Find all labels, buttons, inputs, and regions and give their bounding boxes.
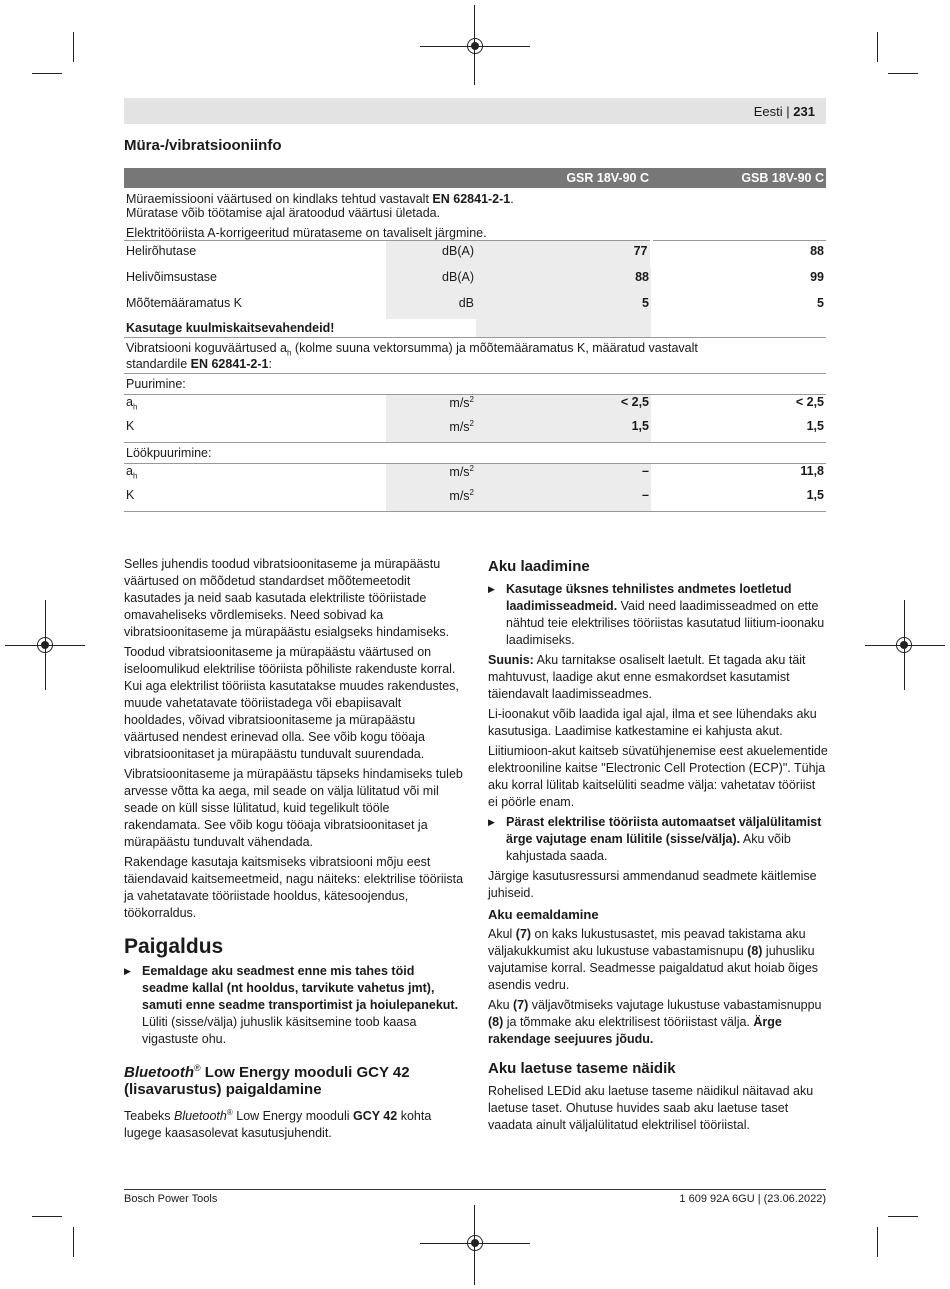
page-header — [754, 104, 815, 119]
row-value-gsr: – — [476, 488, 651, 512]
intro-text: Müraemissiooni väärtused on kindlaks tehtud vastavalt — [126, 192, 433, 206]
table-row — [124, 319, 826, 338]
crop-mark — [73, 1227, 74, 1257]
crop-mark — [877, 1227, 878, 1257]
paragraph: Järgige kasutusressursi ammendanud seadmete käitlemise juhiseid. — [488, 869, 817, 900]
paragraph: Selles juhendis toodud vibratsioonitaseme ja mürapäästu väärtused on mõõdetud standardset mõõtemeetodit kasutades ja neid saab kasutada elektriliste tööriistade omavaheliseks võrdlemiseks. Need sobivad ka vibratsioonitaseme ja mürapäästu esialgseks hindamiseks. — [124, 557, 450, 639]
row-value-gsb: 88 — [651, 241, 826, 267]
header-separator: | — [786, 104, 790, 119]
intro-text: Elektritööriista A-korrigeeritud mürataseme on tavaliselt järgmine. — [124, 220, 826, 241]
vibration-intro: : — [268, 357, 272, 371]
row-value-gsr: 1,5 — [476, 419, 651, 443]
vibration-intro: Vibratsiooni koguväärtused a — [126, 340, 287, 355]
paragraph: Vibratsioonitaseme ja mürapäästu täpseks hindamiseks tuleb arvesse võtta ka aega, mil seade on välja lülitatud või mil seade on küll sisse lülitatud, kuid tegelikult tööle rakendamata. See võib kogu tööaja vibratsioonitaset ja mürapäästu tunduvalt vähendada. — [124, 767, 463, 849]
crop-mark — [888, 73, 918, 74]
paragraph: Rakendage kasutaja kaitsmiseks vibratsiooni mõju eest täiendavaid kaitsemeetmeid, nagu näiteks: elektrilise tööriista ja vahetatavate tööriistade hooldus, kätesoojendus, töökorraldus. — [124, 855, 464, 920]
paragraph: Rohelised LEDid aku laetuse taseme näidikul näitavad aku laetuse taset. Ohutuse huvides saab aku laetuse taset vaadata ainult väljalülitatud elektrilisel tööriistal. — [488, 1084, 814, 1132]
paragraph: Suunis: Aku tarnitakse osaliselt laetult. Et tagada aku täit mahtuvust, laadige akut enne esmakordset kasutamist täiendavalt laadimisseadmes. — [488, 653, 806, 701]
noise-vibration-table — [124, 168, 826, 512]
table-row — [124, 419, 826, 443]
safety-bullet: ▶ Pärast elektrilise tööriista automaatset väljalülitamist ärge vajutage enam lülitile (sisse/välja). Aku võib kahjustada saada. — [488, 814, 828, 865]
right-column — [488, 554, 828, 1137]
table-row — [124, 488, 826, 512]
registration-target-icon — [467, 38, 483, 54]
row-value-gsr: < 2,5 — [476, 395, 651, 419]
footer-brand: Bosch Power Tools — [124, 1193, 218, 1205]
crop-mark — [32, 73, 62, 74]
vibration-intro: standardile — [126, 357, 191, 371]
row-value-gsb: 11,8 — [800, 464, 824, 478]
paragraph: Li-ioonakut võib laadida igal ajal, ilma et see lühendaks aku kasutusiga. Laadimise katkestamine ei kahjusta akut. — [488, 707, 817, 738]
standard-ref: EN 62841-2-1 — [190, 357, 269, 371]
row-unit: $m/s^2$ — [386, 419, 476, 443]
page-number: 231 — [793, 104, 815, 119]
table-row — [124, 337, 826, 374]
table-row — [124, 395, 826, 419]
table-row — [124, 443, 826, 464]
table-row — [124, 220, 826, 241]
left-column — [124, 556, 464, 1145]
mode-label-drilling: Puurimine: — [124, 374, 826, 395]
row-value-gsr: 77 — [476, 241, 651, 267]
row-value-gsr: – — [476, 464, 651, 488]
row-label: $a_h$ — [126, 464, 138, 481]
paragraph: Liitiumioon-akut kaitseb süvatühjenemise eest akuelementide elektrooniline kaitse "Electronic Cell Protection (ECP)". Tühja aku korral lülitab kaitselüliti seadme välja: vahetatav tööriist ei pöörle enam. — [488, 744, 828, 809]
hearing-protection-warning: Kasutage kuulmiskaitsevahendeid! — [126, 320, 335, 335]
mode-label-hammer: Löökpuurimine: — [124, 443, 826, 464]
row-value-gsr: 88 — [476, 267, 651, 293]
paragraph: Akul (7) on kaks lukustusastet, mis peavad takistama aku väljakukkumist aku lukustuse vabastamisnupu (8) juhusliku vajutamise korral. Seadmesse paigaldatud akut hoiab õiges asendis vedru. — [488, 927, 819, 992]
column-header-gsr: GSR 18V-90 C — [476, 168, 651, 188]
row-unit: dB(A) — [386, 267, 476, 293]
footer-doc-id: 1 609 92A 6GU | (23.06.2022) — [679, 1193, 826, 1205]
row-label: Helirõhutase — [126, 244, 197, 258]
row-value-gsr: 5 — [476, 293, 651, 319]
row-value-gsb: 1,5 — [806, 418, 824, 433]
row-label: K — [126, 418, 135, 433]
table-row — [124, 293, 826, 319]
footer-rule — [124, 1189, 826, 1190]
registration-target-icon — [37, 637, 53, 653]
row-label: $a_h$ — [126, 395, 138, 412]
row-label: Mõõtemääramatus K — [126, 295, 243, 310]
row-value-gsb: 1,5 — [651, 488, 826, 512]
heading-charge-indicator: Aku laetuse taseme näidik — [488, 1060, 676, 1077]
row-unit: $m/s^2$ — [386, 464, 476, 488]
row-value-gsb: 99 — [810, 269, 824, 284]
safety-bullet: ▶ Eemaldage aku seadmest enne mis tahes töid seadme kallal (nt hooldus, tarvikute vahetus jmt), samuti enne seadme transportimist ja hoiulepanekut. Lüliti (sisse/välja) juhuslik käsitsemine toob kaasa vigastuste ohu. — [124, 963, 464, 1048]
crop-mark — [877, 32, 878, 62]
table-row — [124, 464, 826, 488]
table-row — [124, 188, 826, 220]
paragraph: Aku (7) väljavõtmiseks vajutage lukustuse vabastamisnuppu (8) ja tõmmake aku elektrilisest tööriistast välja. Ärge rakendage seejuures jõudu. — [488, 998, 822, 1046]
crop-mark — [73, 32, 74, 62]
row-label: Helivõimsustase — [126, 269, 218, 284]
row-value-gsb: 5 — [817, 295, 824, 310]
standard-ref: EN 62841-2-1 — [432, 192, 511, 206]
subscript: h — [287, 348, 292, 357]
table-row — [124, 267, 826, 293]
row-value-gsb: < 2,5 — [795, 395, 824, 409]
safety-bullet: ▶ Kasutage üksnes tehnilistes andmetes loetletud laadimisseadmeid. Vaid need laadimisseadmed on ette nähtud teie elektrilises tööriistas kasutatud liitium-ioonaku laadimiseks. — [488, 581, 828, 649]
row-unit: dB(A) — [386, 241, 476, 267]
registration-target-icon — [467, 1235, 483, 1251]
heading-charging: Aku laadimine — [488, 558, 590, 575]
heading-bluetooth-module: Bluetooth® Low Energy mooduli GCY 42 (lisavarustus) paigaldamine — [124, 1063, 410, 1098]
table-row — [124, 374, 826, 395]
row-unit: $m/s^2$ — [386, 488, 476, 512]
row-label: K — [124, 488, 386, 512]
header-language: Eesti — [753, 104, 783, 119]
table-row — [124, 241, 826, 267]
crop-mark — [32, 1216, 62, 1217]
paragraph: Toodud vibratsioonitaseme ja mürapäästu väärtused on iseloomulikud elektrilise tööriista põhiliste rakenduste korral. Kui aga elektrilist tööriista kasutatakse muudes rakendustes, muude vahetatavate tööriistadega või ebapiisavalt hooldades, võivad vibratsioonitaseme ja mürapäästu väärtused nendest erinevad olla. See võib kogu tööaja vibratsioonitaset ja mürapäästu tunduvalt suurendada. — [124, 645, 459, 761]
intro-text: Müratase võib töötamise ajal äratoodud väärtusi ületada. — [126, 206, 441, 220]
table-header-row — [124, 168, 826, 188]
heading-installation: Paigaldus — [124, 935, 224, 958]
vibration-intro: (kolme suuna vektorsumma) ja mõõtemääramatus K, määratud vastavalt — [291, 340, 698, 355]
section-title: Müra-/vibratsiooniinfo — [124, 137, 282, 154]
row-unit: dB — [386, 293, 476, 319]
column-header-gsb: GSB 18V-90 C — [651, 168, 826, 188]
heading-battery-removal: Aku eemaldamine — [488, 907, 599, 922]
registration-target-icon — [896, 637, 912, 653]
header-bar — [124, 98, 826, 124]
crop-mark — [888, 1216, 918, 1217]
row-unit: $m/s^2$ — [386, 395, 476, 419]
intro-text: . — [510, 192, 514, 206]
paragraph: Teabeks Bluetooth® Low Energy mooduli GCY 42 kohta lugege kaasasolevat kasutusjuhendit. — [124, 1108, 432, 1141]
